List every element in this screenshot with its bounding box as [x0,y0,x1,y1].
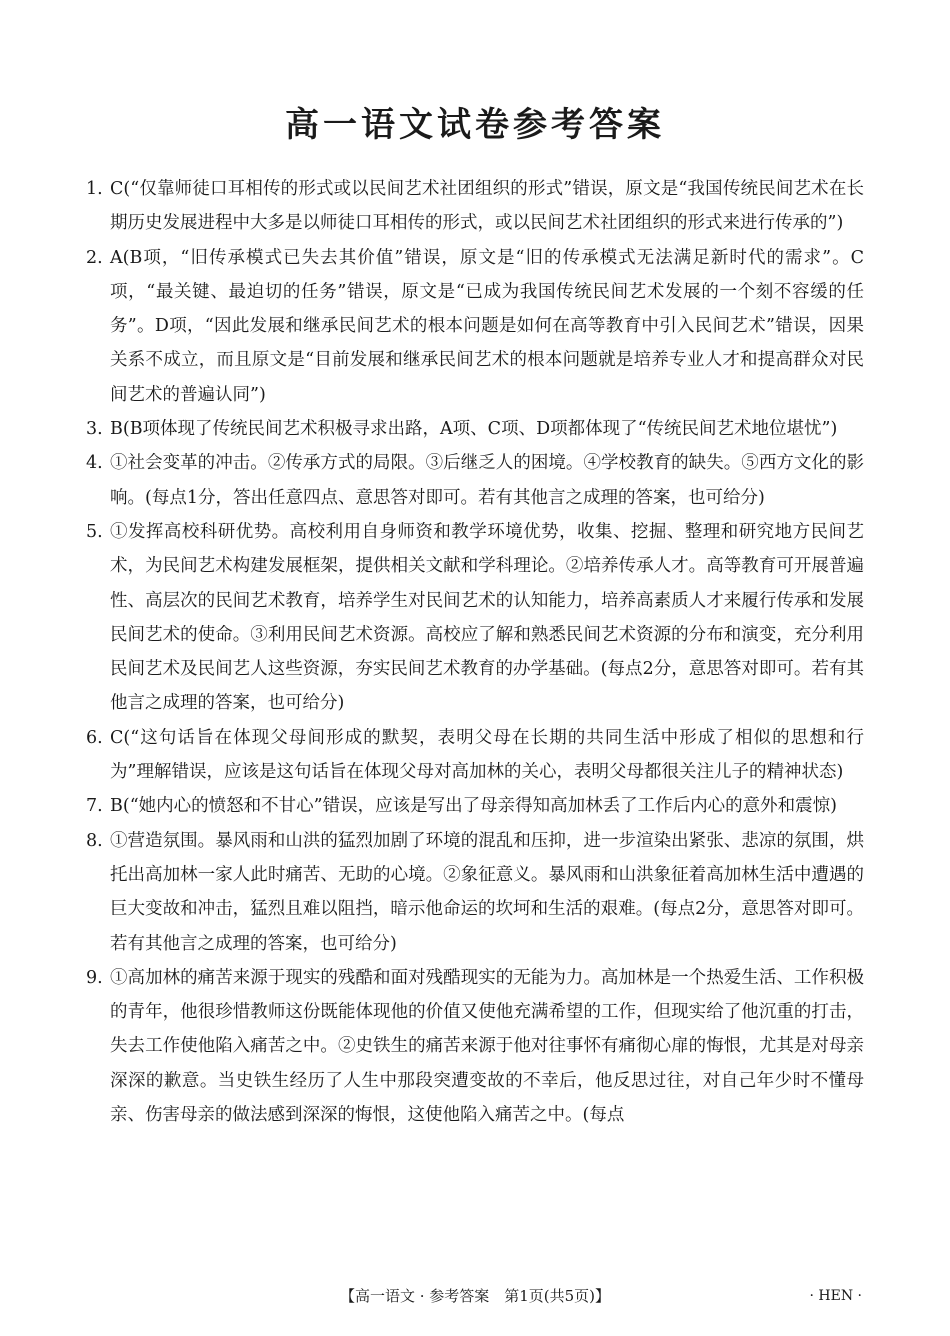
answer-item-7 [86,789,864,823]
answer-number: 2. [86,247,103,268]
answer-item-6 [86,721,864,790]
answer-item-3 [86,412,864,446]
footer-page-label: 【高一语文 · 参考答案 第1页(共5页)】 [339,1287,611,1305]
page-footer [0,1282,950,1310]
answer-item-4 [86,446,864,515]
answer-item-9 [86,961,864,1132]
answer-text: C(“这句话旨在体现父母间形成的默契，表明父母在长期的共同生活中形成了相似的思想和行为”理解错误，应该是这句话旨在体现父母对高加林的关心，表明父母都很关注儿子的精神状态) [110,727,864,783]
answer-number: 3. [86,419,103,440]
answer-text: B(“她内心的愤怒和不甘心”错误，应该是写出了母亲得知高加林丢了工作后内心的意外和震惊) [110,796,837,817]
answer-item-5 [86,515,864,721]
answer-number: 8. [86,830,103,851]
answer-number: 5. [86,521,103,542]
answer-text: ①发挥高校科研优势。高校利用自身师资和教学环境优势，收集、挖掘、整理和研究地方民间艺术，为民间艺术构建发展框架，提供相关文献和学科理论。②培养传承人才。高等教育可开展普遍性、高层次的民间艺术教育，培养学生对民间艺术的认知能力，培养高素质人才来履行传承和发展民间艺术的使命。③利用民间艺术资源。高校应了解和熟悉民间艺术资源的分布和演变，充分利用民间艺术及民间艺人这些资源，夯实民间艺术教育的办学基础。(每点2分，意思答对即可。若有其他言之成理的答案，也可给分) [110,521,864,714]
answer-text: B(B项体现了传统民间艺术积极寻求出路，A项、C项、D项都体现了“传统民间艺术地位堪忧”) [110,419,838,440]
answer-list [86,172,864,1132]
answer-text: ①营造氛围。暴风雨和山洪的猛烈加剧了环境的混乱和压抑，进一步渲染出紧张、悲凉的氛围，烘托出高加林一家人此时痛苦、无助的心境。②象征意义。暴风雨和山洪象征着高加林生活中遭遇的巨大变故和冲击，猛烈且难以阻挡，暗示他命运的坎坷和生活的艰难。(每点2分，意思答对即可。若有其他言之成理的答案，也可给分) [110,830,864,954]
answer-number: 7. [86,796,103,817]
answer-number: 1. [86,179,103,199]
answer-text: ①社会变革的冲击。②传承方式的局限。③后继乏人的困境。④学校教育的缺失。⑤西方文化的影响。(每点1分，答出任意四点、意思答对即可。若有其他言之成理的答案，也可给分) [110,453,864,508]
answer-number: 4. [86,453,103,474]
answer-text: A(B项，“旧传承模式已失去其价值”错误，原文是“旧的传承模式无法满足新时代的需求”。C项，“最关键、最迫切的任务”错误，原文是“已成为我国传统民间艺术发展的一个刻不容缓的任务”。D项，“因此发展和继承民间艺术的根本问题是如何在高等教育中引入民间艺术”错误，因果关系不成立，而且原文是“目前发展和继承民间艺术的根本问题就是培养专业人才和提高群众对民间艺术的普遍认同”) [110,247,864,405]
page-title: 高一语文试卷参考答案 [285,105,665,145]
answer-item-2 [86,241,864,412]
footer-code: · HEN · [809,1288,862,1304]
answer-number: 9. [86,967,103,988]
answer-number: 6. [86,727,103,748]
answer-text: C(“仅靠师徒口耳相传的形式或以民间艺术社团组织的形式”错误，原文是“我国传统民间艺术在长期历史发展进程中大多是以师徒口耳相传的形式，或以民间艺术社团组织的形式来进行传承的”) [110,179,864,234]
answer-text: ①高加林的痛苦来源于现实的残酷和面对残酷现实的无能为力。高加林是一个热爱生活、工作积极的青年，他很珍惜教师这份既能体现他的价值又使他充满希望的工作，但现实给了他沉重的打击，失去工作使他陷入痛苦之中。②史铁生的痛苦来源于他对往事怀有痛彻心扉的悔恨，尤其是对母亲深深的歉意。当史铁生经历了人生中那段突遭变故的不幸后，他反思过往，对自己年少时不懂母亲、伤害母亲的做法感到深深的悔恨，这使他陷入痛苦之中。(每点 [110,967,864,1126]
answer-item-1 [86,172,864,241]
answer-item-8 [86,824,864,961]
